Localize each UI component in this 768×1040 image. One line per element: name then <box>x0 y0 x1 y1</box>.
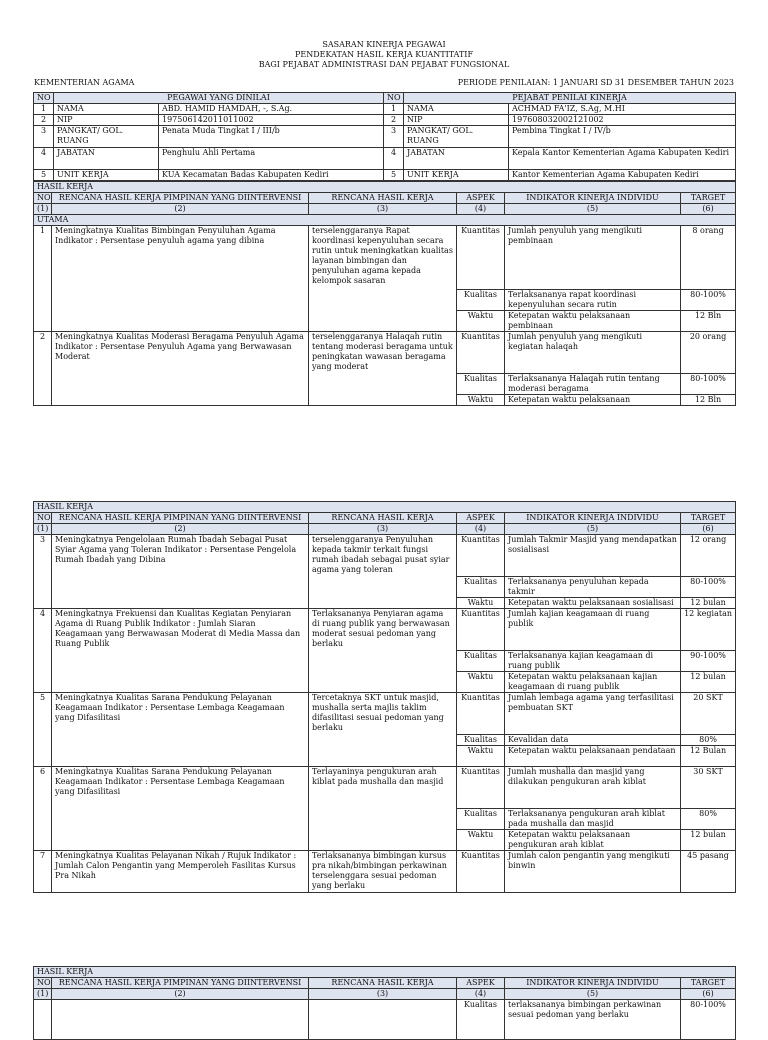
col-header-plan: RENCANA HASIL KERJA <box>309 193 457 204</box>
row-no: 2 <box>384 115 404 126</box>
col-header-indicator: INDIKATOR KINERJA INDIVIDU <box>505 193 681 204</box>
row-no: 1 <box>34 104 54 115</box>
identity-table <box>33 92 736 181</box>
section-title-row <box>34 182 736 193</box>
indicator-cell: Terlaksananya pengukuran arah kiblat pada mushalla dan masjid <box>505 809 681 830</box>
col-number: (3) <box>309 204 457 215</box>
indicator-cell: Ketepatan waktu pelaksanaan kajian keagamaan di ruang publik <box>505 672 681 693</box>
row-no: 4 <box>34 148 54 170</box>
row-no: 3 <box>34 126 54 148</box>
target-cell: 80-100% <box>681 577 736 598</box>
assessment-period: PERIODE PENILAIAN: 1 JANUARI SD 31 DESEMBER TAHUN 2023 <box>457 78 734 87</box>
item-no: 7 <box>34 851 52 893</box>
section-title-row <box>34 502 736 513</box>
employee-nip: 197506142011011002 <box>159 115 384 126</box>
column-header-row <box>34 978 736 989</box>
result-subrow <box>34 535 736 577</box>
col-header-leader-plan: RENCANA HASIL KERJA PIMPINAN YANG DIINTERVENSI <box>52 978 309 989</box>
aspect-cell: Waktu <box>457 311 505 332</box>
col-header-plan: RENCANA HASIL KERJA <box>309 978 457 989</box>
indicator-cell: Ketepatan waktu pelaksanaan pembinaan <box>505 311 681 332</box>
item-no: 4 <box>34 609 52 693</box>
indicator-cell: Jumlah mushalla dan masjid yang dilakukan pengukuran arah kiblat <box>505 767 681 809</box>
row-no: 2 <box>34 115 54 126</box>
target-cell: 90-100% <box>681 651 736 672</box>
indicator-cell: Ketepatan waktu pelaksanaan sosialisasi <box>505 598 681 609</box>
results-table-1 <box>33 181 736 406</box>
item-no: 2 <box>34 332 52 406</box>
doc-subtitle: PENDEKATAN HASIL KERJA KUANTITATIF <box>294 50 474 59</box>
aspect-cell: Waktu <box>457 598 505 609</box>
appraiser-unit: Kantor Kementerian Agama Kabupaten Kediri <box>509 170 736 181</box>
field-label: NAMA <box>54 104 159 115</box>
no-header: NO <box>384 93 404 104</box>
field-label: NAMA <box>404 104 509 115</box>
indicator-cell: Terlaksananya Halaqah rutin tentang moderasi beragama <box>505 374 681 395</box>
col-header-plan: RENCANA HASIL KERJA <box>309 513 457 524</box>
field-label: NIP <box>404 115 509 126</box>
aspect-cell: Kuantitas <box>457 693 505 735</box>
appraiser-position: Kepala Kantor Kementerian Agama Kabupaten Kediri <box>509 148 736 170</box>
indicator-cell: Terlaksananya rapat koordinasi kepenyuluhan secara rutin <box>505 290 681 311</box>
col-header-target: TARGET <box>681 193 736 204</box>
target-cell: 80-100% <box>681 374 736 395</box>
section-title-row <box>34 967 736 978</box>
plan-cell: Terlaksananya bimbingan kursus pra nikah/bimbingan perkawinan terselenggara sesuai pedoman yang berlaku <box>309 851 457 893</box>
column-number-row <box>34 524 736 535</box>
plan-cell: terselenggaranya Rapat koordinasi kepenyuluhan secara rutin untuk meningkatkan kualitas layanan bimbingan dan penyuluhan agama kepada kelompok sasaran <box>309 226 457 332</box>
employee-position: Penghulu Ahli Pertama <box>159 148 384 170</box>
plan-cell: Terlayaninya pengukuran arah kiblat pada mushalla dan masjid <box>309 767 457 851</box>
result-subrow <box>34 851 736 893</box>
target-cell: 80% <box>681 735 736 746</box>
column-header-row <box>34 513 736 524</box>
item-no: 1 <box>34 226 52 332</box>
aspect-cell: Kualitas <box>457 374 505 395</box>
indicator-cell: Jumlah Takmir Masjid yang mendapatkan sosialisasi <box>505 535 681 577</box>
aspect-cell: Kualitas <box>457 651 505 672</box>
col-header-no: NO <box>34 978 52 989</box>
indicator-cell: Jumlah penyuluh yang mengikuti pembinaan <box>505 226 681 290</box>
aspect-cell: Kuantitas <box>457 851 505 893</box>
target-cell: 30 SKT <box>681 767 736 809</box>
leader-plan-cell: Meningkatnya Kualitas Pelayanan Nikah / Rujuk Indikator : Jumlah Calon Pengantin yang Memperoleh Fasilitas Kursus Pra Nikah <box>52 851 309 893</box>
leader-plan-cell: Meningkatnya Frekuensi dan Kualitas Kegiatan Penyiaran Agama di Ruang Publik Indikator : Jumlah Siaran Keagamaan yang Berwawasan Moderat di Media Massa dan Ruang Publik <box>52 609 309 693</box>
row-no: 5 <box>384 170 404 181</box>
col-header-leader-plan: RENCANA HASIL KERJA PIMPINAN YANG DIINTERVENSI <box>52 513 309 524</box>
identity-header-row <box>34 93 736 104</box>
employee-name: ABD. HAMID HAMDAH, -, S.Ag. <box>159 104 384 115</box>
field-label: UNIT KERJA <box>54 170 159 181</box>
target-cell: 12 orang <box>681 535 736 577</box>
indicator-cell: Jumlah calon pengantin yang mengikuti binwin <box>505 851 681 893</box>
result-subrow <box>34 609 736 651</box>
col-header-no: NO <box>34 513 52 524</box>
column-header-row <box>34 193 736 204</box>
appraiser-name: ACHMAD FA'IZ, S.Ag, M.HI <box>509 104 736 115</box>
col-number: (1) <box>34 989 52 1000</box>
field-label: UNIT KERJA <box>404 170 509 181</box>
col-header-aspect: ASPEK <box>457 193 505 204</box>
field-label: PANGKAT/ GOL. RUANG <box>54 126 159 148</box>
col-number: (1) <box>34 524 52 535</box>
target-cell: 12 Bulan <box>681 746 736 767</box>
col-number: (4) <box>457 524 505 535</box>
leader-plan-cell: Meningkatnya Pengelolaan Rumah Ibadah Sebagai Pusat Syiar Agama yang Toleran Indikator : Persentase Pengelola Rumah Ibadah yang Dibina <box>52 535 309 609</box>
target-cell: 12 Bln <box>681 311 736 332</box>
plan-cell <box>309 1000 457 1040</box>
results-body-2 <box>34 535 736 893</box>
target-cell: 80-100% <box>681 290 736 311</box>
identity-row <box>34 126 736 148</box>
section-title: HASIL KERJA <box>34 182 736 193</box>
doc-title: SASARAN KINERJA PEGAWAI <box>322 40 446 49</box>
plan-cell: terselenggaranya Halaqah rutin tentang moderasi beragama untuk peningkatan wawasan beragama yang moderat <box>309 332 457 406</box>
indicator-cell: Kevalidan data <box>505 735 681 746</box>
document-header <box>0 40 768 70</box>
col-number: (3) <box>309 524 457 535</box>
col-number: (5) <box>505 989 681 1000</box>
item-no: 6 <box>34 767 52 851</box>
aspect-cell: Waktu <box>457 672 505 693</box>
item-no: 3 <box>34 535 52 609</box>
identity-row <box>34 148 736 170</box>
no-header: NO <box>34 93 54 104</box>
col-number: (4) <box>457 989 505 1000</box>
col-number: (2) <box>52 204 309 215</box>
result-subrow <box>34 1000 736 1040</box>
row-no: 3 <box>384 126 404 148</box>
leader-plan-cell: Meningkatnya Kualitas Sarana Pendukung Pelayanan Keagamaan Indikator : Persentase Lembaga Keagamaan yang Difasilitasi <box>52 767 309 851</box>
aspect-cell: Kualitas <box>457 290 505 311</box>
col-number: (6) <box>681 989 736 1000</box>
target-cell: 8 orang <box>681 226 736 290</box>
col-number: (3) <box>309 989 457 1000</box>
indicator-cell: Ketepatan waktu pelaksanaan <box>505 395 681 406</box>
field-label: JABATAN <box>54 148 159 170</box>
leader-plan-cell <box>52 1000 309 1040</box>
col-header-target: TARGET <box>681 978 736 989</box>
section-title: HASIL KERJA <box>34 967 736 978</box>
indicator-cell: terlaksananya bimbingan perkawinan sesuai pedoman yang berlaku <box>505 1000 681 1040</box>
appraiser-rank: Pembina Tingkat I / IV/b <box>509 126 736 148</box>
col-header-aspect: ASPEK <box>457 513 505 524</box>
aspect-cell: Kuantitas <box>457 226 505 290</box>
indicator-cell: Terlaksananya penyuluhan kepada takmir <box>505 577 681 598</box>
field-label: NIP <box>54 115 159 126</box>
results-table-2 <box>33 501 736 893</box>
target-cell: 12 kegiatan <box>681 609 736 651</box>
results-table-3 <box>33 966 736 1040</box>
col-number: (6) <box>681 524 736 535</box>
aspect-cell: Kuantitas <box>457 609 505 651</box>
col-header-leader-plan: RENCANA HASIL KERJA PIMPINAN YANG DIINTERVENSI <box>52 193 309 204</box>
aspect-cell: Waktu <box>457 746 505 767</box>
row-no: 5 <box>34 170 54 181</box>
leader-plan-cell: Meningkatnya Kualitas Sarana Pendukung Pelayanan Keagamaan Indikator : Persentase Lembaga Keagamaan yang Difasilitasi <box>52 693 309 767</box>
col-header-no: NO <box>34 193 52 204</box>
aspect-cell: Kualitas <box>457 577 505 598</box>
utama-label: UTAMA <box>34 215 736 226</box>
col-number: (4) <box>457 204 505 215</box>
aspect-cell: Kuantitas <box>457 535 505 577</box>
indicator-cell: Terlaksananya kajian keagamaan di ruang publik <box>505 651 681 672</box>
item-no: 5 <box>34 693 52 767</box>
plan-cell: terselenggaranya Penyuluhan kepada takmir terkait fungsi rumah ibadah sebagai pusat syiar agama yang toleran <box>309 535 457 609</box>
identity-row <box>34 104 736 115</box>
target-cell: 12 bulan <box>681 672 736 693</box>
utama-row <box>34 215 736 226</box>
plan-cell: Tercetaknya SKT untuk masjid, mushalla serta majlis taklim difasilitasi sesuai pedoman yang berlaku <box>309 693 457 767</box>
field-label: PANGKAT/ GOL. RUANG <box>404 126 509 148</box>
target-cell: 12 Bln <box>681 395 736 406</box>
aspect-cell: Waktu <box>457 830 505 851</box>
aspect-cell: Waktu <box>457 395 505 406</box>
employee-rank: Penata Muda Tingkat I / III/b <box>159 126 384 148</box>
leader-plan-cell: Meningkatnya Kualitas Moderasi Beragama Penyuluh Agama Indikator : Persentase Penyuluh Agama yang Berwawasan Moderat <box>52 332 309 406</box>
agency-period-row <box>34 78 734 89</box>
target-cell: 20 SKT <box>681 693 736 735</box>
target-cell: 12 bulan <box>681 830 736 851</box>
result-subrow <box>34 693 736 735</box>
row-no: 1 <box>384 104 404 115</box>
plan-cell: Terlaksananya Penyiaran agama di ruang publik yang berwawasan moderat sesuai pedoman yang berlaku <box>309 609 457 693</box>
doc-subtitle-2: BAGI PEJABAT ADMINISTRASI DAN PEJABAT FUNGSIONAL <box>258 60 510 69</box>
indicator-cell: Jumlah kajian keagamaan di ruang publik <box>505 609 681 651</box>
agency-name: KEMENTERIAN AGAMA <box>34 78 135 87</box>
leader-plan-cell: Meningkatnya Kualitas Bimbingan Penyuluhan Agama Indikator : Persentase penyuluh agama yang dibina <box>52 226 309 332</box>
identity-row <box>34 170 736 181</box>
col-number: (2) <box>52 989 309 1000</box>
aspect-cell: Kualitas <box>457 735 505 746</box>
col-header-indicator: INDIKATOR KINERJA INDIVIDU <box>505 513 681 524</box>
result-subrow <box>34 332 736 374</box>
aspect-cell: Kualitas <box>457 809 505 830</box>
identity-row <box>34 115 736 126</box>
col-header-indicator: INDIKATOR KINERJA INDIVIDU <box>505 978 681 989</box>
col-header-target: TARGET <box>681 513 736 524</box>
aspect-cell: Kualitas <box>457 1000 505 1040</box>
col-number: (5) <box>505 204 681 215</box>
target-cell: 12 bulan <box>681 598 736 609</box>
result-subrow <box>34 767 736 809</box>
col-number: (2) <box>52 524 309 535</box>
field-label: JABATAN <box>404 148 509 170</box>
indicator-cell: Ketepatan waktu pelaksanaan pendataan <box>505 746 681 767</box>
col-header-aspect: ASPEK <box>457 978 505 989</box>
aspect-cell: Kuantitas <box>457 767 505 809</box>
indicator-cell: Jumlah penyuluh yang mengikuti kegiatan halaqah <box>505 332 681 374</box>
col-number: (6) <box>681 204 736 215</box>
result-subrow <box>34 226 736 290</box>
employee-unit: KUA Kecamatan Badas Kabupaten Kediri <box>159 170 384 181</box>
aspect-cell: Kuantitas <box>457 332 505 374</box>
appraised-employee-header: PEGAWAI YANG DINILAI <box>54 93 384 104</box>
target-cell: 45 pasang <box>681 851 736 893</box>
target-cell: 20 orang <box>681 332 736 374</box>
target-cell: 80-100% <box>681 1000 736 1040</box>
section-title: HASIL KERJA <box>34 502 736 513</box>
indicator-cell: Jumlah lembaga agama yang terfasilitasi pembuatan SKT <box>505 693 681 735</box>
column-number-row <box>34 204 736 215</box>
results-body-1 <box>34 226 736 406</box>
target-cell: 80% <box>681 809 736 830</box>
row-no: 4 <box>384 148 404 170</box>
indicator-cell: Ketepatan waktu pelaksanaan pengukuran arah kiblat <box>505 830 681 851</box>
row-no <box>34 1000 52 1040</box>
appraiser-header: PEJABAT PENILAI KINERJA <box>404 93 736 104</box>
col-number: (1) <box>34 204 52 215</box>
appraiser-nip: 197608032002121002 <box>509 115 736 126</box>
column-number-row <box>34 989 736 1000</box>
col-number: (5) <box>505 524 681 535</box>
